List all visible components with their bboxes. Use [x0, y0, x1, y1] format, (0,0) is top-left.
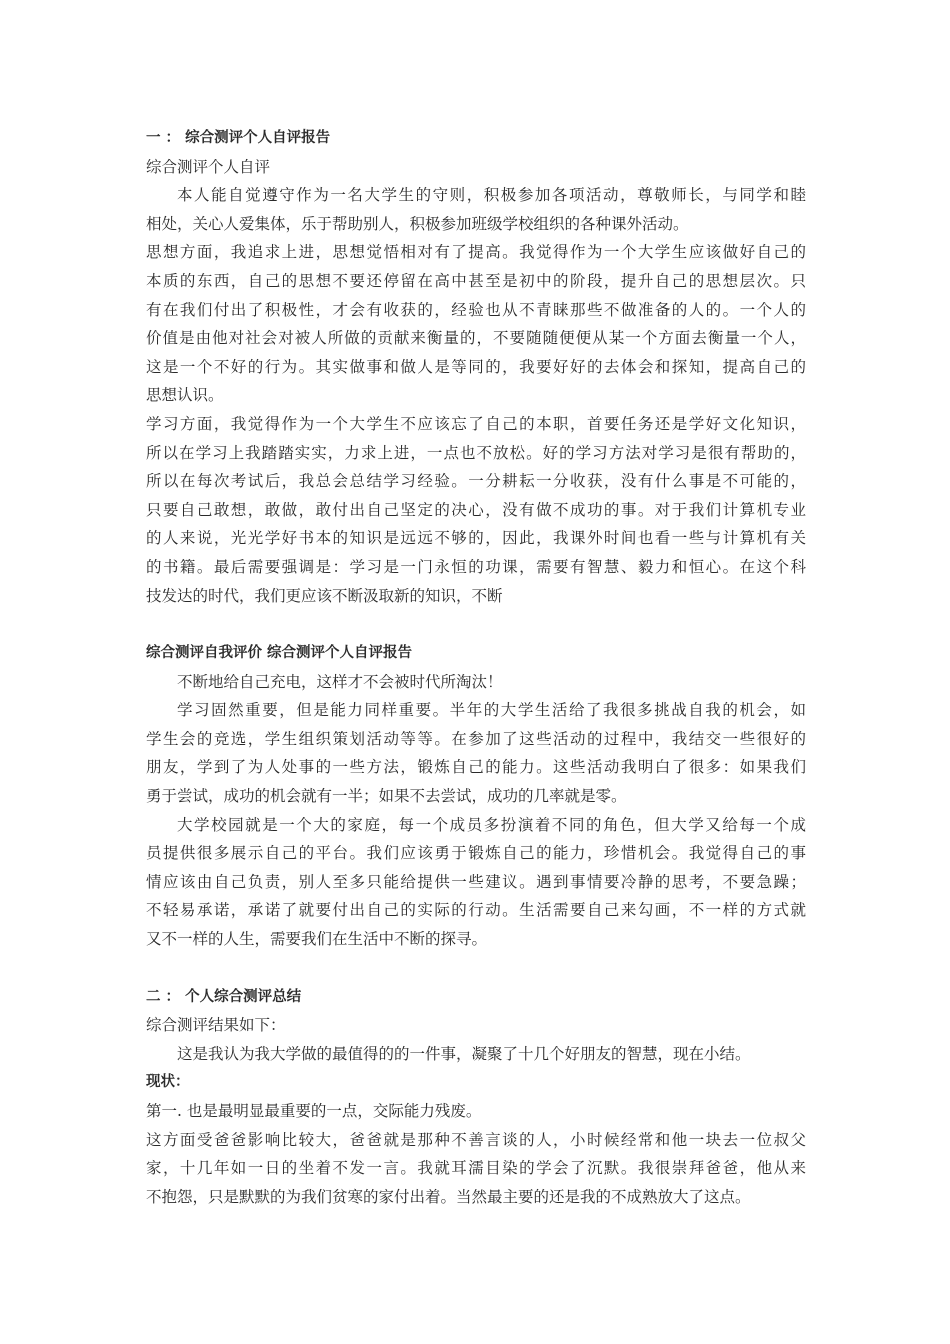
- section-1-paragraph-2: [146, 238, 806, 410]
- document-page: [146, 124, 806, 1211]
- paragraph-line: 本人能自觉遵守作为一名大学生的守则，积极参加各项活动，尊敬师长，与同学和睦: [177, 186, 806, 205]
- section-2-paragraph-2: [146, 696, 806, 810]
- paragraph-line: 员提供很多展示自己的平台。我们应该勇于锻炼自己的能力，珍惜机会。我觉得自己的事: [146, 844, 806, 863]
- section-1-paragraph-1: [146, 181, 806, 238]
- section-2-paragraph-3: [146, 811, 806, 954]
- section-1-paragraph-3: [146, 410, 806, 610]
- paragraph-line: 这方面受爸爸影响比较大，爸爸就是那种不善言谈的人，小时候经常和他一块去一位叔父: [146, 1130, 806, 1149]
- paragraph-line: 思想方面，我追求上进，思想觉悟相对有了提高。我觉得作为一个大学生应该做好自己的: [146, 243, 806, 262]
- section-1-subheading: 综合测评个人自评: [146, 157, 271, 176]
- section-1-heading: 一 ： 综合测评个人自评报告: [146, 130, 331, 146]
- paragraph-line: 勇于尝试，成功的机会就有一半；如果不去尝试，成功的几率就是零。: [146, 787, 627, 806]
- section-spacer: [146, 610, 806, 639]
- paragraph-line: 相处，关心人爱集体，乐于帮助别人，积极参加班级学校组织的各种课外活动。: [146, 214, 689, 233]
- section-3-heading: 二 ： 个人综合测评总结: [146, 988, 302, 1005]
- paragraph-line: 技发达的时代，我们更应该不断汲取新的知识，不断: [146, 586, 503, 605]
- paragraph-line: 这是一个不好的行为。其实做事和做人是等同的，我要好好的去体会和探知，提高自己的: [146, 357, 806, 376]
- paragraph-line: 学习方面，我觉得作为一个大学生不应该忘了自己的本职，首要任务还是学好文化知识，: [146, 414, 806, 433]
- section-3-subheading: 综合测评结果如下：: [146, 1016, 286, 1035]
- paragraph-line: 不抱怨，只是默默的为我们贫寒的家付出着。当然最主要的还是我的不成熟放大了这点。: [146, 1187, 751, 1206]
- paragraph-line: 不轻易承诺，承诺了就要付出自己的实际的行动。生活需要自己来勾画，不一样的方式就: [146, 901, 806, 920]
- paragraph-line: 学习固然重要，但是能力同样重要。半年的大学生活给了我很多挑战自我的机会，如: [177, 701, 806, 720]
- paragraph-line: 所以在学习上我踏踏实实，力求上进，一点也不放松。好的学习方法对学习是很有帮助的，: [146, 443, 806, 462]
- section-spacer: [146, 954, 806, 983]
- paragraph-line: 学生会的竞选，学生组织策划活动等等。在参加了这些活动的过程中，我结交一些很好的: [146, 729, 806, 748]
- section-3-paragraph-2: [146, 1126, 806, 1212]
- paragraph-line: 这是我认为我大学做的最值得的的一件事，凝聚了十几个好朋友的智慧，现在小结。: [177, 1044, 751, 1063]
- paragraph-line: 家，十几年如一日的坐着不发一言。我就耳濡目染的学会了沉默。我很崇拜爸爸，他从来: [146, 1159, 806, 1178]
- paragraph-line: 大学校园就是一个大的家庭，每一个成员多扮演着不同的角色，但大学又给每一个成: [177, 815, 806, 834]
- paragraph-line: 价值是由他对社会对被人所做的贡献来衡量的，不要随随便便从某一个方面去衡量一个人，: [146, 329, 806, 348]
- paragraph-line: 又不一样的人生，需要我们在生活中不断的探寻。: [146, 930, 488, 949]
- paragraph-line: 不断地给自己充电，这样才不会被时代所淘汰！: [177, 672, 503, 691]
- paragraph-line: 只要自己敢想，敢做，敢付出自己坚定的决心，没有做不成功的事。对于我们计算机专业: [146, 500, 806, 519]
- paragraph-line: 所以在每次考试后，我总会总结学习经验。一分耕耘一分收获，没有什么事是不可能的，: [146, 472, 806, 491]
- paragraph-line: 思想认识。: [146, 386, 224, 405]
- paragraph-line: 的人来说，光光学好书本的知识是远远不够的，因此，我课外时间也看一些与计算机有关: [146, 529, 806, 548]
- paragraph-line: 本质的东西，自己的思想不要还停留在高中甚至是初中的阶段，提升自己的思想层次。只: [146, 271, 806, 290]
- point-one: 第一. 也是最明显最重要的一点，交际能力残废。: [146, 1102, 482, 1120]
- paragraph-line: 的书籍。最后需要强调是：学习是一门永恒的功课，需要有智慧、毅力和恒心。在这个科: [146, 557, 806, 576]
- section-2-paragraph-1: [146, 668, 806, 697]
- paragraph-line: 朋友，学到了为人处事的一些方法，锻炼自己的能力。这些活动我明白了很多：如果我们: [146, 758, 806, 777]
- paragraph-line: 情应该由自己负责，别人至多只能给提供一些建议。遇到事情要冷静的思考，不要急躁；: [146, 872, 806, 891]
- section-2-heading: 综合测评自我评价 综合测评个人自评报告: [146, 645, 413, 662]
- paragraph-line: 有在我们付出了积极性，才会有收获的，经验也从不青睐那些不做准备的人的。一个人的: [146, 300, 806, 319]
- section-3-paragraph-1: [146, 1040, 806, 1069]
- status-label: 现状：: [146, 1074, 190, 1091]
